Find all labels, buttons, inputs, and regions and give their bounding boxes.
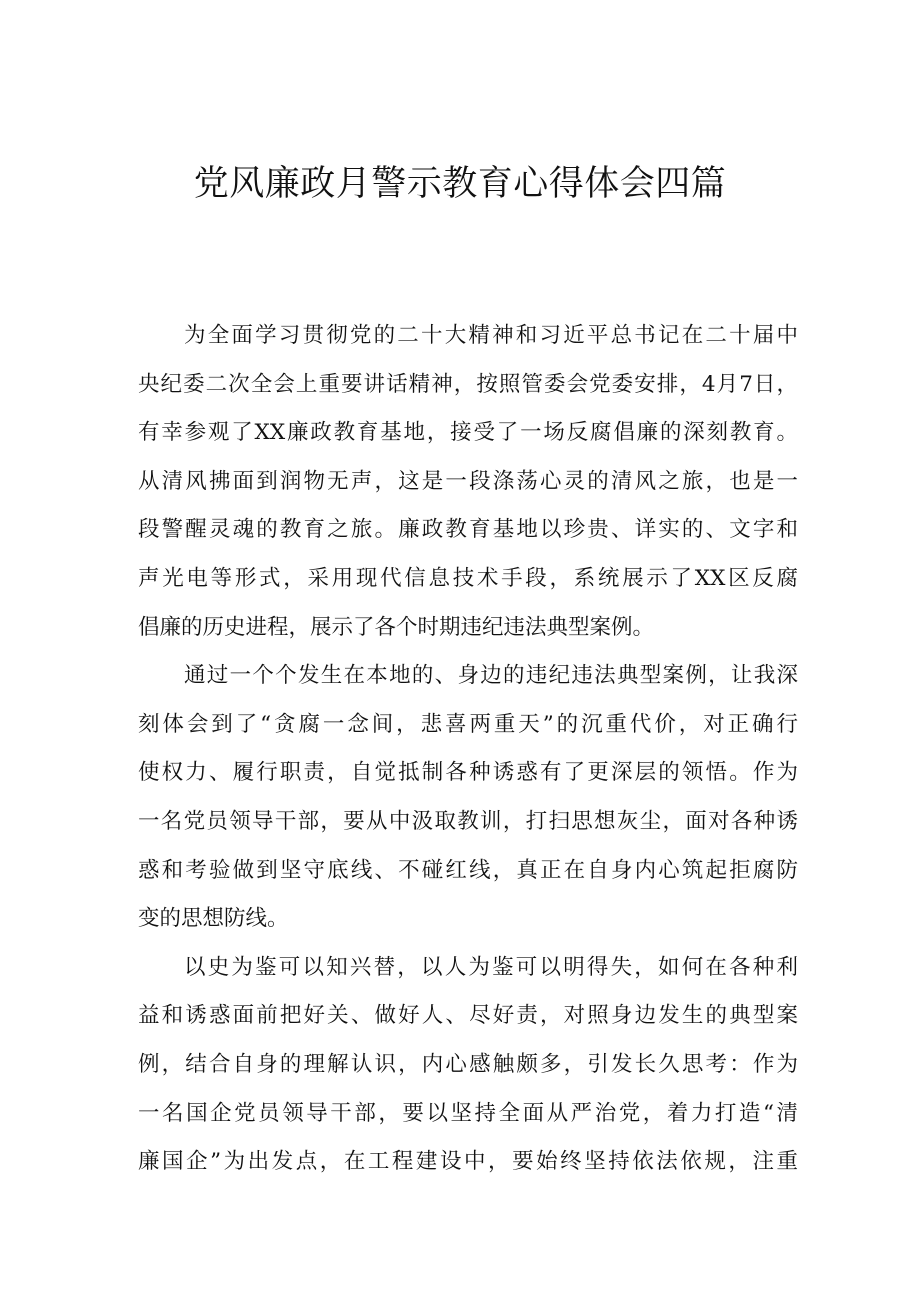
text-line: 为全面学习贯彻党的二十大精神和习近平总书记在二十届中 [184,323,798,348]
text-line: 一名党员领导干部，要从中汲取教训，打扫思想灰尘，面对各种诱 [138,808,798,834]
text-line: 变的思想防线。 [138,906,289,932]
text-line: 惑和考验做到坚守底线、不碰红线，真正在自身内心筑起拒腐防 [138,857,798,883]
text-line: 有幸参观了XX廉政教育基地，接受了一场反腐倡廉的深刻教育。 [138,420,798,446]
text-line: 例，结合自身的理解认识，内心感触颇多，引发长久思考：作为 [138,1051,798,1077]
text-line: 益和诱惑面前把好关、做好人、尽好责，对照身边发生的典型案 [138,1003,798,1029]
text-line: 声光电等形式，采用现代信息技术手段，系统展示了XX区反腐 [138,565,798,591]
text-line: 通过一个个发生在本地的、身边的违纪违法典型案例，让我深 [184,663,798,689]
text-line: 从清风拂面到润物无声，这是一段涤荡心灵的清风之旅，也是一 [138,468,798,494]
text-line: 倡廉的历史进程，展示了各个时期违纪违法典型案例。 [138,614,655,640]
document-body [138,312,798,1187]
paragraph-1 [138,312,798,652]
text-line: 以史为鉴可以知兴替，以人为鉴可以明得失，如何在各种利 [184,954,798,980]
paragraph-3 [138,944,798,1187]
text-line: 使权力、履行职责，自觉抵制各种诱惑有了更深层的领悟。作为 [138,760,798,786]
paragraph-2 [138,652,798,944]
document-title: 党风廉政月警示教育心得体会四篇 [193,164,727,204]
text-line: 央纪委二次全会上重要讲话精神，按照管委会党委安排，4月7日， [138,371,798,397]
text-line: 刻体会到了“贪腐一念间，悲喜两重天”的沉重代价，对正确行 [138,711,798,737]
text-line: 一名国企党员领导干部，要以坚持全面从严治党，着力打造“清 [138,1100,798,1126]
text-line: 段警醒灵魂的教育之旅。廉政教育基地以珍贵、详实的、文字和 [138,517,798,543]
text-line: 廉国企”为出发点，在工程建设中，要始终坚持依法依规，注重 [138,1149,798,1175]
